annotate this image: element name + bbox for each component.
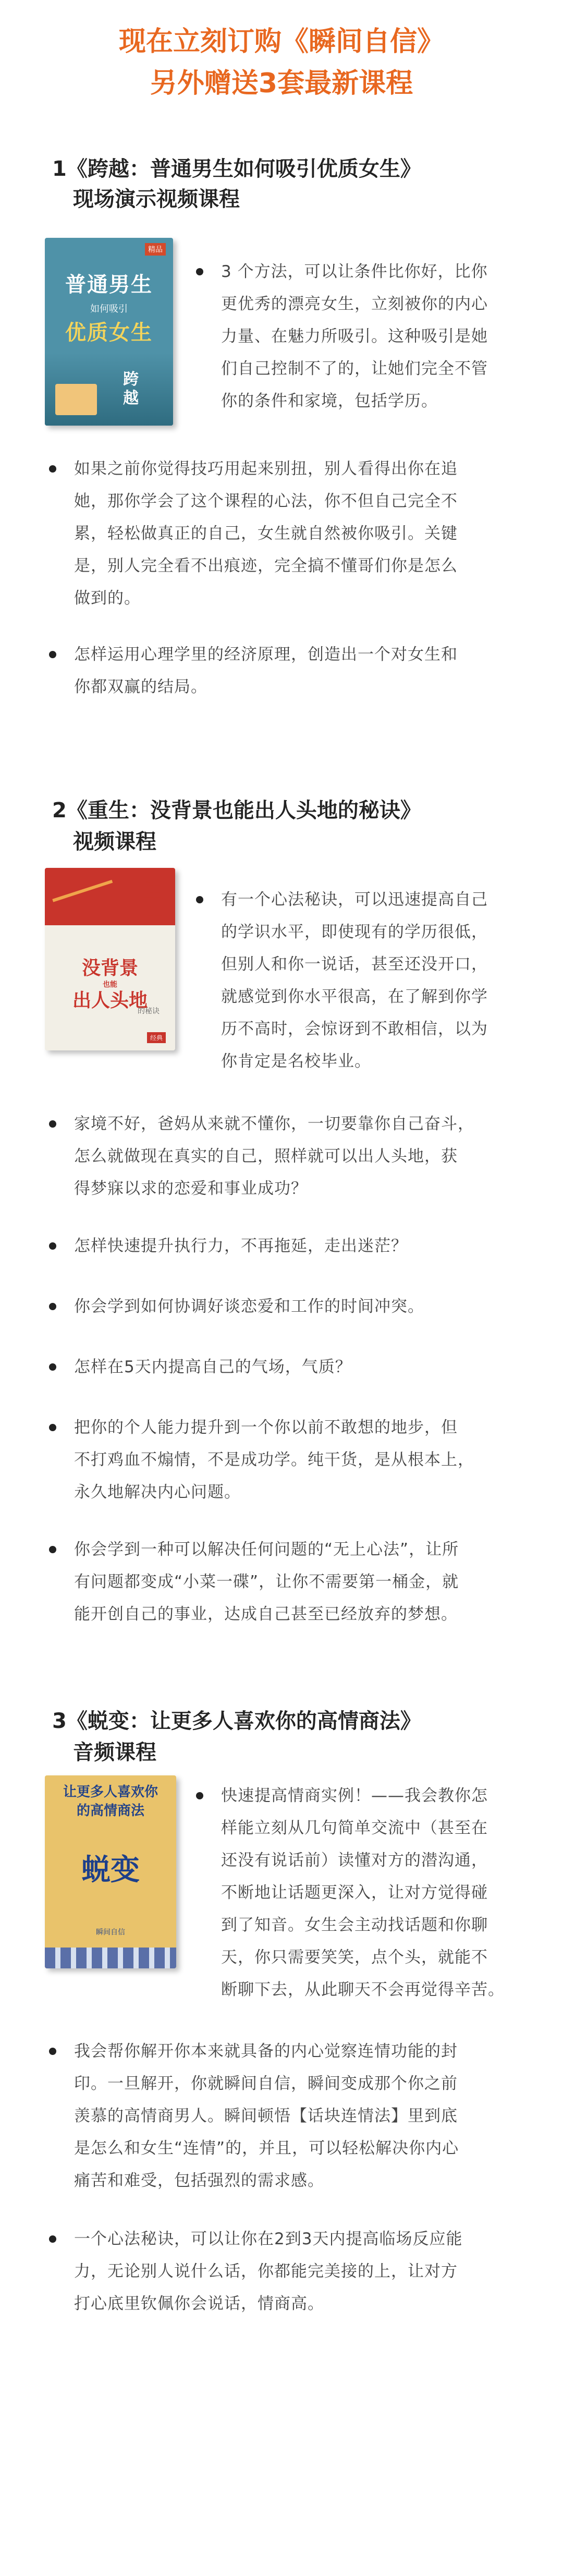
cover-title-b: 的高情商法	[76, 1803, 144, 1819]
cover-big-title: 蜕变	[81, 1853, 140, 1887]
bullet-text	[74, 1351, 352, 1383]
cover-illustration	[45, 353, 173, 426]
list-item	[49, 1411, 529, 1508]
cover-title-a: 没背景	[81, 958, 138, 979]
list-item	[49, 1351, 529, 1383]
text-line: 到了知音。女生会主动找话题和你聊	[221, 1916, 488, 1934]
text-line: 你都双赢的结局。	[74, 678, 207, 696]
list-item	[196, 1780, 519, 2006]
section-1-subtitle: 现场演示视频课程	[73, 187, 240, 211]
list-item	[49, 1108, 529, 1205]
cover-subtitle: 的秘诀	[138, 1007, 160, 1015]
bullet-text	[74, 638, 458, 703]
cover-badge: 精品	[145, 243, 166, 256]
text-line: 把你的个人能力提升到一个你以前不敢想的地步，但	[74, 1418, 458, 1437]
bullet-dot	[49, 465, 56, 473]
text-line: 家境不好，爸妈从来就不懂你，一切要靠你自己奋斗，	[74, 1115, 474, 1133]
text-line: 羡慕的高情商男人。瞬间顿悟【话块连情法】里到底	[74, 2107, 458, 2125]
text-line: 累，轻松做真正的自己，女生就自然被你吸引。关键	[74, 524, 458, 543]
bullet-text	[221, 1780, 505, 2006]
text-line: 更优秀的漂亮女生，立刻被你的内心	[221, 295, 488, 313]
list-item	[196, 256, 519, 417]
text-line: 做到的。	[74, 589, 141, 608]
bullet-dot	[49, 651, 56, 658]
text-line: 历不高时，会惊讶到不敢相信，以为	[221, 1020, 488, 1038]
text-line: 她，那你学会了这个课程的心法，你不但自己完全不	[74, 492, 458, 511]
text-line: 断聊下去，从此聊天不会再觉得辛苦。	[221, 1980, 505, 1999]
section-2-title: 2《重生：没背景也能出人头地的秘诀》	[52, 799, 421, 823]
cover-title-b	[45, 316, 173, 346]
bullet-text	[74, 453, 458, 614]
list-item	[49, 2223, 529, 2320]
text-line: 有一个心法秘诀，可以迅速提高自己	[221, 890, 488, 909]
list-item	[49, 2035, 529, 2197]
text-line: 是，别人完全看不出痕迹，完全搞不懂哥们你是怎么	[74, 557, 458, 575]
cover-top-text: 重生	[144, 878, 165, 926]
text-line: 力，无论别人说什么话，你都能完美接的上，让对方	[74, 2262, 458, 2281]
cover-badge: 经典	[147, 1032, 166, 1043]
cover-title-b-text: 优质女生	[65, 321, 153, 345]
text-line: 痛苦和难受，包括强烈的需求感。	[74, 2171, 324, 2190]
bullet-dot	[49, 2235, 56, 2243]
cover-title-a: 让更多人喜欢你	[63, 1784, 158, 1800]
cover-title	[45, 957, 175, 1013]
cover-title-mid: 如何吸引	[90, 304, 128, 315]
section-1-title: 1《跨越：普通男生如何吸引优质女生》	[52, 157, 421, 181]
headline	[0, 21, 563, 104]
bullet-text	[221, 256, 488, 417]
headline-line-1: 现在立刻订购《瞬间自信》	[118, 26, 444, 57]
cover-title-a	[45, 272, 173, 297]
bullet-dot	[196, 896, 203, 903]
houses-illustration	[45, 1948, 176, 1968]
text-line: 永久地解决内心问题。	[74, 1483, 241, 1502]
bullet-text	[74, 1533, 459, 1630]
growth-arrow-icon	[52, 880, 120, 927]
text-line: 还没有说话前）读懂对方的潜沟通，	[221, 1851, 488, 1870]
bullet-dot	[196, 1792, 203, 1799]
bullet-text	[74, 2223, 462, 2320]
bullet-dot	[196, 268, 203, 275]
text-line: 你会学到如何协调好谈恋爱和工作的时间冲突。	[74, 1297, 424, 1316]
cover-title	[45, 1783, 176, 1820]
cover-author: 跨越	[123, 370, 139, 407]
bullet-dot	[49, 1363, 56, 1371]
text-line: 快速提高情商实例！——我会教你怎	[221, 1786, 488, 1805]
text-line: 天，你只需要笑笑，点个头，就能不	[221, 1948, 488, 1967]
text-line: 就感觉到你水平很高，在了解到你学	[221, 987, 488, 1006]
cover-title-b: 出人头地	[72, 990, 148, 1011]
course-3-cover	[45, 1775, 176, 1968]
text-line: 你肯定是名校毕业。	[221, 1052, 371, 1071]
bullet-text	[74, 2035, 459, 2197]
text-line: 们自己控制不了的，让她们完全不管	[221, 359, 488, 378]
text-line: 怎样运用心理学里的经济原理，创造出一个对女生和	[74, 645, 458, 664]
text-line: 的学识水平，即使现有的学历很低，	[221, 923, 488, 941]
text-line: 不打鸡血不煽情，不是成功学。纯干货，是从根本上，	[74, 1450, 474, 1469]
section-3-subtitle: 音频课程	[73, 1740, 156, 1764]
text-line: 3 个方法，可以让条件比你好，比你	[221, 262, 488, 281]
text-line: 怎样快速提升执行力，不再拖延，走出迷茫？	[74, 1237, 408, 1255]
section-2-subtitle: 视频课程	[73, 830, 156, 854]
section-3-title: 3《蜕变：让更多人喜欢你的高情商法》	[52, 1709, 421, 1733]
bullet-dot	[49, 2048, 56, 2055]
cover-title-a-text: 普通男生	[65, 273, 153, 297]
list-item	[196, 884, 519, 1078]
text-line: 印。一旦解开，你就瞬间自信，瞬间变成那个你之前	[74, 2074, 458, 2093]
list-item	[49, 638, 529, 703]
text-line: 怎样在5天内提高自己的气场，气质？	[74, 1358, 352, 1376]
list-item	[49, 1230, 529, 1262]
book-stack-illustration	[55, 384, 97, 415]
course-1-cover	[45, 238, 173, 426]
text-line: 但别人和你一说话，甚至还没开口，	[221, 955, 488, 974]
text-line: 如果之前你觉得技巧用起来别扭，别人看得出你在追	[74, 459, 458, 478]
cover-title-mid: 也能	[103, 981, 117, 989]
text-line: 怎么就做现在真实的自己，照样就可以出人头地，获	[74, 1147, 458, 1166]
text-line: 是怎么和女生“连情”的，并且，可以轻松解决你内心	[74, 2139, 459, 2158]
cover-author: 瞬间自信	[96, 1928, 125, 1937]
text-line: 不断地让话题更深入，让对方觉得碰	[221, 1883, 488, 1902]
bullet-text	[74, 1108, 474, 1205]
bullet-text	[74, 1230, 408, 1262]
course-2-cover	[45, 868, 175, 1050]
bullet-text	[221, 884, 488, 1078]
headline-line-2: 另外赠送3套最新课程	[150, 68, 413, 99]
text-line: 样能立刻从几句简单交流中（甚至在	[221, 1819, 488, 1837]
text-line: 你的条件和家境，包括学历。	[221, 392, 438, 410]
bullet-text	[74, 1411, 474, 1508]
text-line: 打心底里钦佩你会说话，情商高。	[74, 2294, 324, 2313]
bullet-dot	[49, 1303, 56, 1310]
text-line: 能开创自己的事业，达成自己甚至已经放弃的梦想。	[74, 1605, 458, 1624]
list-item	[49, 453, 529, 614]
text-line: 我会帮你解开你本来就具备的内心觉察连情功能的封	[74, 2042, 458, 2061]
list-item	[49, 1290, 529, 1323]
bullet-text	[74, 1290, 424, 1323]
text-line: 得梦寐以求的恋爱和事业成功？	[74, 1179, 308, 1198]
bullet-dot	[49, 1546, 56, 1553]
text-line: 一个心法秘诀，可以让你在2到3天内提高临场反应能	[74, 2230, 463, 2248]
bullet-dot	[49, 1424, 56, 1431]
bullet-dot	[49, 1242, 56, 1250]
text-line: 有问题都变成“小菜一碟”，让你不需要第一桶金，就	[74, 1573, 459, 1591]
bullet-dot	[49, 1120, 56, 1128]
text-line: 你会学到一种可以解决任何问题的“无上心法”，让所	[74, 1540, 459, 1559]
text-line: 力量、在魅力所吸引。这种吸引是她	[221, 327, 488, 346]
list-item	[49, 1533, 529, 1630]
